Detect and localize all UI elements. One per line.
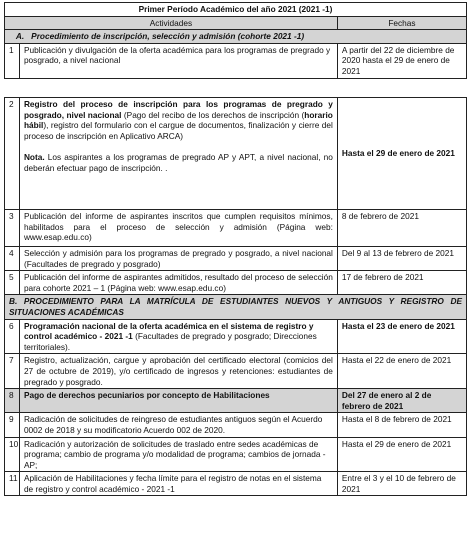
calendar-table-part-1: [4, 2, 467, 79]
row-activity: Publicación del informe de aspirantes inscritos que cumplen requisitos mínimos, habilitados para el proceso de selección y admisión (Página web: www.esap.edu.co): [19, 210, 337, 247]
row-number: 2: [5, 98, 20, 210]
header-dates: Fechas: [337, 16, 466, 30]
row-date: A partir del 22 de diciembre de 2020 hasta el 29 de enero de 2021: [337, 43, 466, 78]
row-date: Hasta el 23 de enero de 2021: [337, 319, 466, 354]
row-number: 8: [5, 389, 20, 413]
row-activity: Registro, actualización, cargue y aprobación del certificado electoral (comicios del 27 de octubre de 2019), y/o certificado de ingresos y retenciones: estudiantes de pregrado y posgrado.: [19, 354, 337, 389]
table-row: [5, 354, 467, 389]
row2-bold-lead: Registro del proceso de inscripción para los programas de pregrado y posgrado, nivel nacional: [23, 99, 333, 120]
row-activity: Pago de derechos pecuniarios por concepto de Habilitaciones: [19, 389, 337, 413]
row-activity: Radicación y autorización de solicitudes de traslado entre sedes académicas de programa; cambio de programa y/o modalidad de programa; cambios de jornada - AP;: [19, 437, 337, 472]
row-number: 3: [5, 210, 20, 247]
section-a-letter: A.: [15, 31, 25, 42]
calendar-table-part-2: [4, 97, 467, 496]
row-date: Hasta el 29 de enero de 2021: [337, 437, 466, 472]
row2-part2: (Pago del recibo de los derechos de inscripción (: [121, 109, 305, 120]
row-activity: Aplicación de Habilitaciones y fecha límite para el registro de notas en el sistema de registro y control académico - 2021 -1: [19, 472, 337, 496]
table-row: [5, 413, 467, 437]
header-activities: Actividades: [5, 16, 338, 30]
row2-note-label: Nota.: [23, 152, 45, 163]
row-number: 10: [5, 437, 20, 472]
row-date: Del 9 al 13 de febrero de 2021: [337, 247, 466, 271]
row-number: 11: [5, 472, 20, 496]
row2-part3: ), registro del formulario con el cargue de documentos, finalización y cierre del proceso de inscripción en Aplicativo ARCA): [23, 120, 333, 141]
table-row: [5, 319, 467, 354]
section-a-heading: [5, 30, 467, 44]
row-activity: [19, 319, 337, 354]
row-number: 9: [5, 413, 20, 437]
row2-bold-hours: horario hábil: [23, 109, 333, 131]
row-activity: Publicación y divulgación de la oferta académica para los programas de pregrado y posgrado, a nivel nacional: [19, 43, 337, 78]
row-date: Hasta el 8 de febrero de 2021: [337, 413, 466, 437]
table-row: [5, 437, 467, 472]
row-number: 7: [5, 354, 20, 389]
row-number: 6: [5, 319, 20, 354]
table-row: [5, 98, 467, 210]
row-date: 17 de febrero de 2021: [337, 271, 466, 295]
header-row: [5, 16, 467, 30]
row-number: 4: [5, 247, 20, 271]
row-date: Hasta el 29 de enero de 2021: [337, 98, 466, 210]
row-activity: Radicación de solicitudes de reingreso de estudiantes antiguos según el Acuerdo 0002 de 2018 y su modificatorio Acuerdo 002 de 2020.: [19, 413, 337, 437]
row-number: 5: [5, 271, 20, 295]
table-row: [5, 43, 467, 78]
title-row: [5, 3, 467, 17]
section-a-row: [5, 30, 467, 44]
table-row: [5, 247, 467, 271]
section-b-row: [5, 295, 467, 319]
section-a-text: Procedimiento de inscripción, selección y admisión (cohorte 2021 -1): [31, 31, 305, 42]
row-activity: Selección y admisión para los programas de pregrado y posgrado, a nivel nacional (Facultades de pregrado y posgrado): [19, 247, 337, 271]
table-row: [5, 472, 467, 496]
table-title: Primer Período Académico del año 2021 (2021 -1): [5, 3, 467, 17]
table-row: [5, 271, 467, 295]
section-b-heading: B. PROCEDIMIENTO PARA LA MATRÍCULA DE ESTUDIANTES NUEVOS Y ANTIGUOS Y REGISTRO DE SITUACIONES ACADÉMICAS: [5, 295, 467, 319]
row-date: Del 27 de enero al 2 de febrero de 2021: [337, 389, 466, 413]
row-date: Entre el 3 y el 10 de febrero de 2021: [337, 472, 466, 496]
row-date: 8 de febrero de 2021: [337, 210, 466, 247]
row6-bold-lead: Programación nacional de la oferta académica en el sistema de registro y control académico - 2021 -1: [23, 320, 314, 342]
row-date: Hasta el 22 de enero de 2021: [337, 354, 466, 389]
table-row: [5, 389, 467, 413]
row-activity: [19, 98, 337, 210]
row-activity: Publicación del informe de aspirantes admitidos, resultado del proceso de selección para cohorte 2021 – 1 (Página web: www.esap.edu.co): [19, 271, 337, 295]
table-row: [5, 210, 467, 247]
row-number: 1: [5, 43, 20, 78]
row6-rest: (Facultades de pregrado y posgrado; Direcciones territoriales).: [23, 331, 317, 352]
row2-note-text: Los aspirantes a los programas de pregrado AP y APT, a nivel nacional, no deberán efectuar pago de inscripción. .: [23, 152, 333, 173]
